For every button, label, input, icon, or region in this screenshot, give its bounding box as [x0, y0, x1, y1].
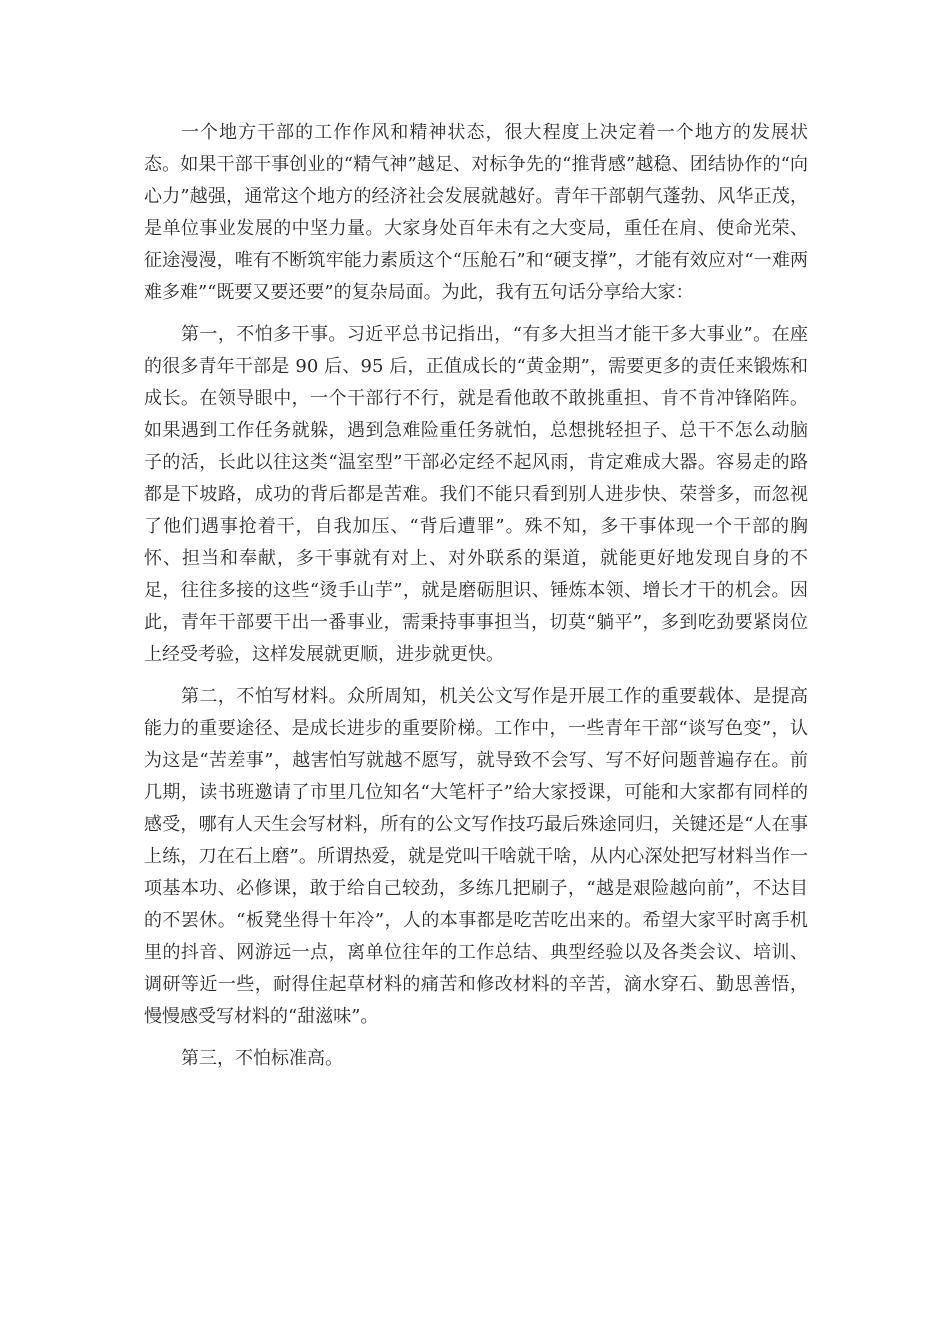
- paragraph-third-point: 第三，不怕标准高。: [181, 1048, 343, 1069]
- document-body: [144, 117, 808, 1085]
- paragraph-intro: 一个地方干部的工作作风和精神状态，很大程度上决定着一个地方的发展状态。如果干部干事创业的“精气神”越足、对标争先的“推背感”越稳、团结协作的“向心力”越强，通常这个地方的经济社会发展就越好。青年干部朝气蓬勃、风华正茂，是单位事业发展的中坚力量。大家身处百年未有之大变局，重任在肩、使命光荣、征途漫漫，唯有不断筑牢能力素质这个“压舱石”和“硬支撑”，才能有效应对“一难两难多难”“既要又要还要”的复杂局面。为此，我有五句话分享给大家：: [144, 122, 808, 303]
- paragraph-first-point: 第一，不怕多干事。习近平总书记指出，“有多大担当才能干多大事业”。在座的很多青年干部是 90 后、95 后，正值成长的“黄金期”，需要更多的责任来锻炼和成长。在领导眼中，一个干部行不行，就是看他敢不敢挑重担、肯不肯冲锋陷阵。如果遇到工作任务就躲，遇到急难险重任务就怕，总想挑轻担子、总干不怎么动脑子的活，长此以往这类“温室型”干部必定经不起风雨，肯定难成大器。容易走的路都是下坡路，成功的背后都是苦难。我们不能只看到别人进步快、荣誉多，而忽视了他们遇事抢着干，自我加压、“背后遭罪”。殊不知，多干事体现一个干部的胸怀、担当和奉献，多干事就有对上、对外联系的渠道，就能更好地发现自身的不足，往往多接的这些“烫手山芋”，就是磨砺胆识、锤炼本领、增长才干的机会。因此，青年干部要干出一番事业，需秉持事事担当，切莫“躺平”，多到吃劲要紧岗位上经受考验，这样发展就更顺，进步就更快。: [144, 324, 808, 665]
- paragraph-second-point: 第二，不怕写材料。众所周知，机关公文写作是开展工作的重要载体、是提高能力的重要途径、是成长进步的重要阶梯。工作中，一些青年干部“谈写色变”，认为这是“苦差事”，越害怕写就越不愿写，就导致不会写、写不好问题普遍存在。前几期，读书班邀请了市里几位知名“大笔杆子”给大家授课，可能和大家都有同样的感受，哪有人天生会写材料，所有的公文写作技巧最后殊途同归，关键还是“人在事上练，刀在石上磨”。所谓热爱，就是党叫干啥就干啥，从内心深处把写材料当作一项基本功、必修课，敢于给自己较劲，多练几把刷子，“越是艰险越向前”，不达目的不罢休。“板凳坐得十年冷”，人的本事都是吃苦吃出来的。希望大家平时离手机里的抖音、网游远一点，离单位往年的工作总结、典型经验以及各类会议、培训、调研等近一些，耐得住起草材料的痛苦和修改材料的辛苦，滴水穿石、勤思善悟，慢慢感受写材料的“甜滋味”。: [144, 686, 808, 1027]
